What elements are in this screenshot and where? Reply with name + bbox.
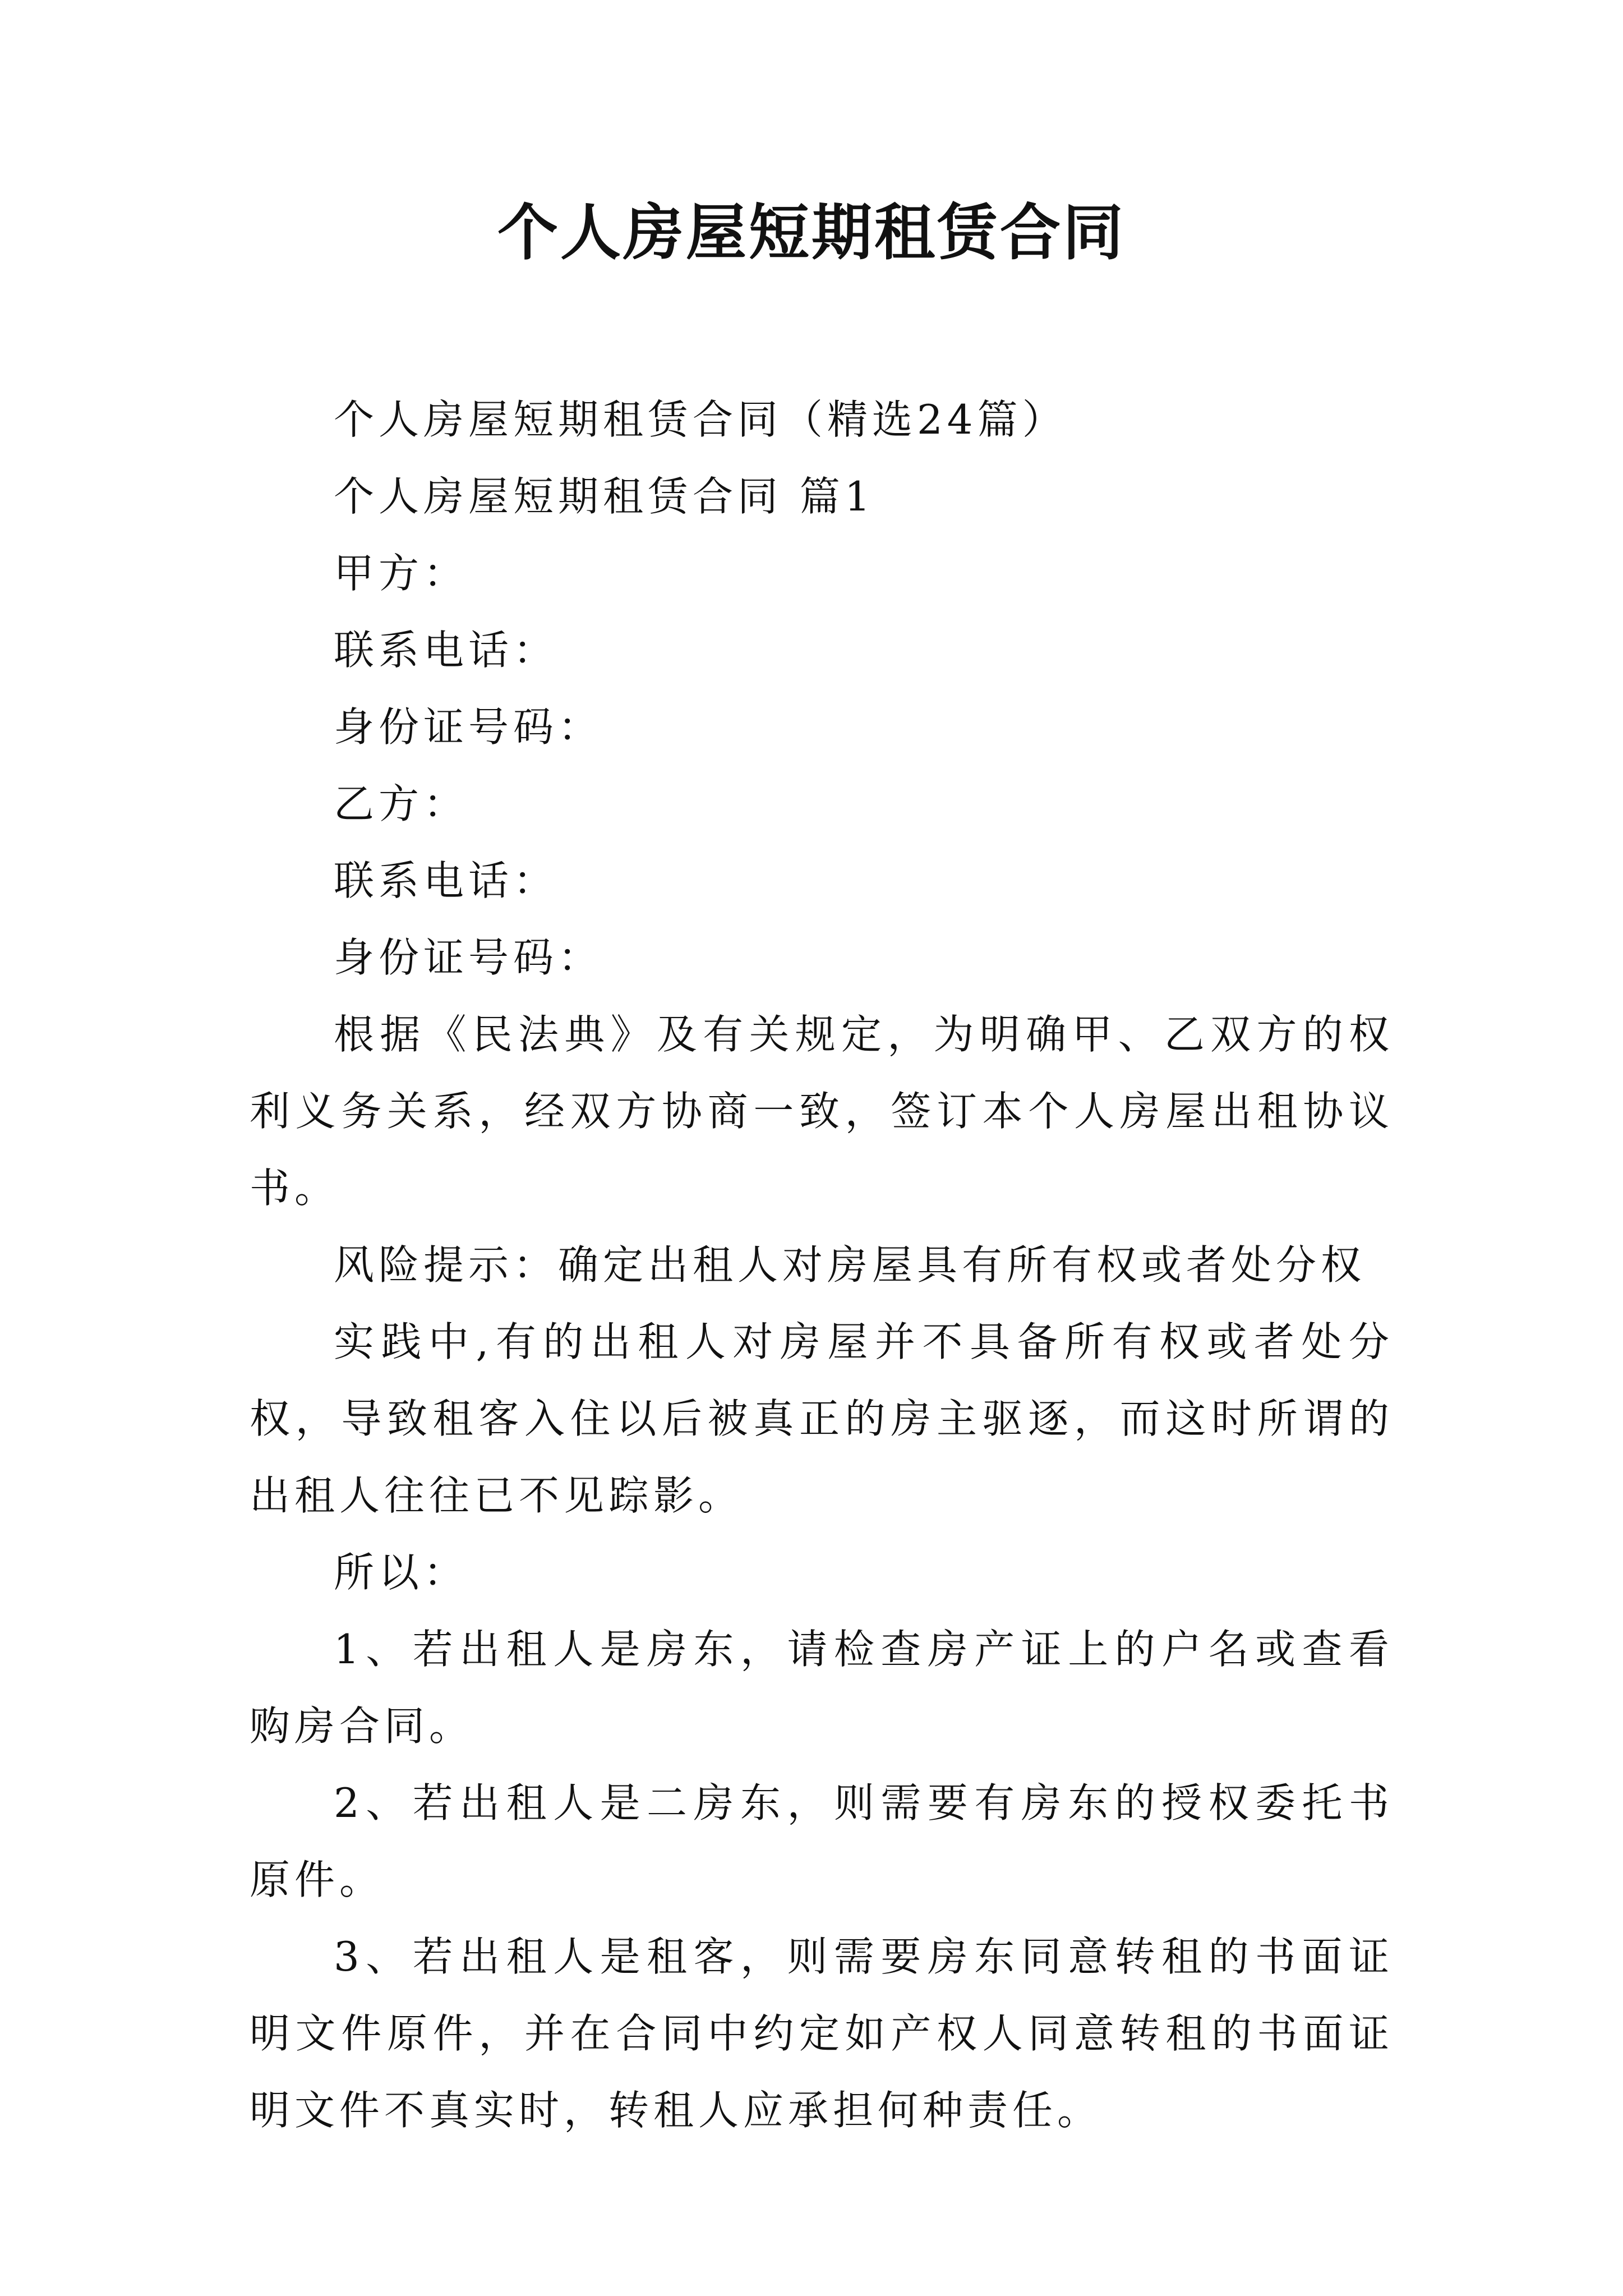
document-title: 个人房屋短期租赁合同	[497, 197, 1126, 268]
paragraph-item-2: 2、若出租人是二房东，则需要有房东的授权委托书原件。	[250, 1779, 1394, 1903]
paragraph-party-a-id: 身份证号码：	[334, 703, 603, 751]
paragraph-item-3: 3、若出租人是租客，则需要房东同意转租的书面证明文件原件，并在合同中约定如产权人同意转租的书面证明文件不真实时，转租人应承担何种责任。	[250, 1933, 1394, 2134]
paragraph-party-b-phone: 联系电话：	[334, 857, 559, 904]
paragraph-party-a-phone: 联系电话：	[334, 627, 559, 674]
paragraph-risk-notice: 风险提示：确定出租人对房屋具有所有权或者处分权	[334, 1241, 1366, 1289]
paragraph-subtitle: 个人房屋短期租赁合同（精选24篇）	[334, 396, 1067, 443]
paragraph-therefore: 所以：	[334, 1549, 469, 1596]
paragraph-party-b: 乙方：	[334, 780, 469, 827]
paragraph-legal-basis: 根据《民法典》及有关规定，为明确甲、乙双方的权利义务关系，经双方协商一致，签订本个人房屋出租协议书。	[250, 1011, 1394, 1212]
paragraph-practice: 实践中,有的出租人对房屋并不具备所有权或者处分权，导致租客入住以后被真正的房主驱逐，而这时所谓的出租人往往已不见踪影。	[250, 1318, 1394, 1519]
paragraph-party-a: 甲方：	[334, 550, 469, 597]
paragraph-item-1: 1、若出租人是房东，请检查房产证上的户名或查看购房合同。	[250, 1626, 1394, 1750]
document-body	[250, 381, 1394, 2149]
paragraph-section-heading: 个人房屋短期租赁合同 篇1	[334, 473, 875, 520]
paragraph-party-b-id: 身份证号码：	[334, 934, 603, 981]
